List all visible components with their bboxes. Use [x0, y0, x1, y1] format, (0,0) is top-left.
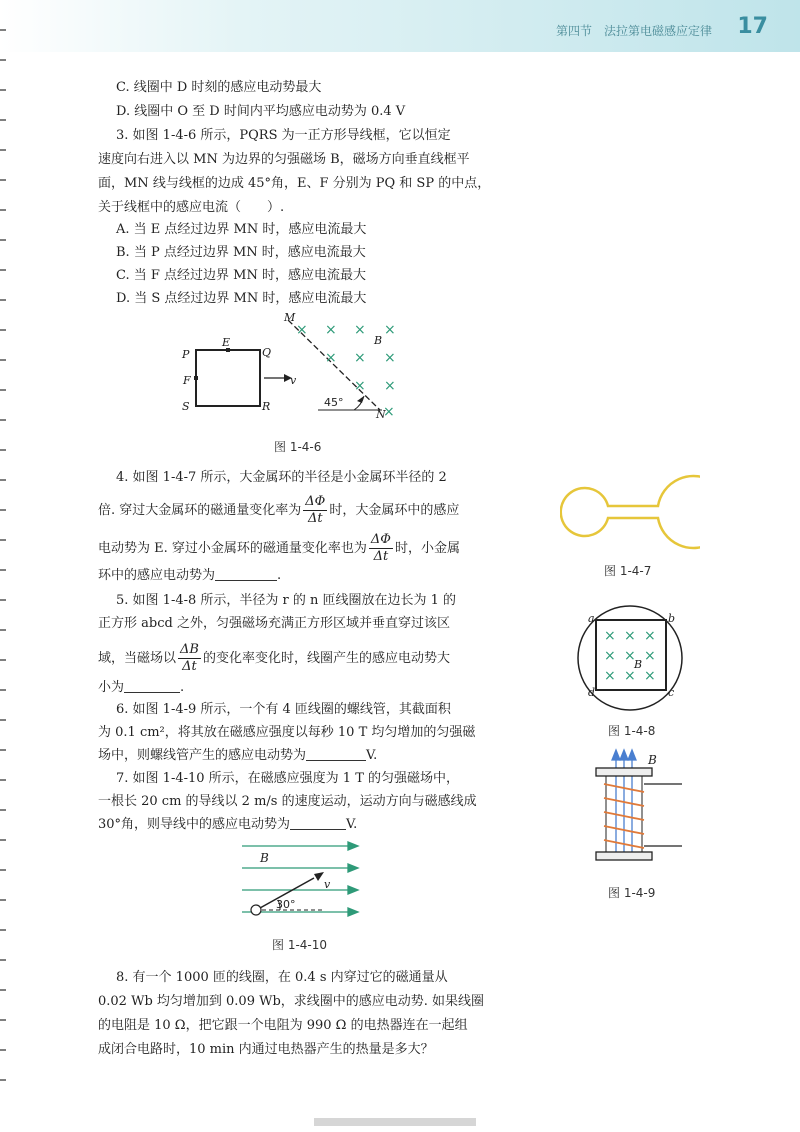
q4-line-2 — [98, 494, 459, 527]
answer-blank[interactable] — [306, 748, 366, 761]
label-d: d — [588, 686, 596, 699]
q3-option-c: C. 当 F 点经过边界 MN 时，感应电流最大 — [116, 268, 366, 283]
caption-1-4-7: 图 1-4-7 — [604, 564, 652, 578]
q4-text-d: 时，小金属 — [394, 541, 460, 556]
field-cross: × — [644, 628, 656, 644]
q8-line-4: 成闭合电路时，10 min 内通过电热器产生的热量是多大？ — [98, 1042, 434, 1057]
option-d-prev: D. 线圈中 O 至 D 时间内平均感应电动势为 0.4 V — [116, 104, 406, 119]
label-b: B — [648, 753, 657, 767]
label-p: P — [182, 348, 190, 361]
label-m: M — [284, 312, 296, 324]
field-cross: × — [624, 648, 636, 664]
square-frame — [196, 350, 260, 406]
q4-line-3 — [98, 532, 460, 565]
q4-end: . — [277, 568, 282, 583]
label-b: B — [374, 334, 383, 347]
field-cross: × — [624, 668, 636, 684]
frac-den: Δt — [182, 659, 197, 674]
q3-line-1: 3. 如图 1-4-6 所示，PQRS 为一正方形导线框，它以恒定 — [116, 128, 451, 143]
frac-num: ΔB — [180, 642, 199, 657]
label-45-deg: 45° — [324, 396, 344, 409]
label-s: S — [182, 400, 190, 413]
field-cross: × — [384, 350, 396, 366]
caption-1-4-10: 图 1-4-10 — [272, 938, 328, 952]
q4-text-b: 时，大金属环中的感应 — [329, 503, 460, 518]
field-cross: × — [296, 322, 308, 338]
field-cross: × — [384, 378, 396, 394]
q8-line-3: 的电阻是 10 Ω，把它跟一个电阻为 990 Ω 的电热器连在一起组 — [98, 1018, 468, 1033]
field-crosses — [604, 628, 656, 684]
field-arrowhead — [348, 886, 358, 894]
label-r: R — [262, 400, 271, 413]
label-v: v — [290, 374, 297, 387]
q5-line-4 — [98, 678, 184, 698]
metal-rings — [561, 476, 700, 548]
q6-text-a: 场中，则螺线管产生的感应电动势为 — [98, 748, 307, 763]
frac-num: ΔΦ — [370, 532, 391, 547]
q8-line-2: 0.02 Wb 均匀增加到 0.09 Wb，求线圈中的感应电动势. 如果线圈 — [98, 994, 485, 1009]
field-cross: × — [325, 322, 337, 338]
caption-1-4-6: 图 1-4-6 — [274, 440, 322, 454]
coil-leads — [644, 784, 682, 846]
field-cross: × — [384, 322, 396, 338]
q6-line-3 — [98, 746, 377, 766]
label-b: b — [668, 612, 676, 625]
field-arrowhead — [348, 842, 358, 850]
q7-line-1: 7. 如图 1-4-10 所示，在磁感应强度为 1 T 的匀强磁场中， — [116, 771, 460, 786]
wire-end — [251, 905, 261, 915]
q7-text-a: 30°角，则导线中的感应电动势为 — [98, 817, 291, 832]
q3-line-4: 关于线框中的感应电流（ ）. — [98, 200, 285, 215]
caption-1-4-8: 图 1-4-8 — [608, 724, 656, 738]
answer-blank[interactable] — [124, 680, 180, 693]
field-cross: × — [604, 648, 616, 664]
label-b: B — [260, 851, 269, 865]
fraction-dphi-dt-2 — [369, 532, 393, 565]
q5-text-b: 的变化率变化时，线圈产生的感应电动势大 — [202, 651, 450, 666]
q4-line-1: 4. 如图 1-4-7 所示，大金属环的半径是小金属环半径的 2 — [116, 470, 447, 485]
label-v: v — [324, 878, 331, 891]
answer-blank[interactable] — [215, 568, 277, 581]
field-arrowhead — [348, 864, 358, 872]
label-f: F — [183, 374, 191, 387]
page-number: 17 — [737, 14, 768, 39]
velocity-arrowhead — [314, 872, 324, 881]
fraction-db-dt — [178, 642, 201, 675]
label-field-b: B — [634, 658, 643, 671]
q3-line-2: 速度向右进入以 MN 为边界的匀强磁场 B，磁场方向垂直线框平 — [98, 152, 470, 167]
fraction-dphi-dt — [303, 494, 327, 527]
field-arrowhead — [348, 908, 358, 916]
label-n: N — [376, 408, 386, 421]
footer-bar — [314, 1118, 476, 1126]
label-e: E — [222, 336, 231, 349]
q6-end: V. — [366, 748, 378, 763]
option-c-prev: C. 线圈中 D 时刻的感应电动势最大 — [116, 80, 322, 95]
figure-1-4-7 — [560, 472, 700, 552]
label-q: Q — [262, 346, 272, 359]
q5-text-c: 小为 — [98, 680, 125, 695]
q7-line-2: 一根长 20 cm 的导线以 2 m/s 的速度运动，运动方向与磁感线成 — [98, 794, 477, 809]
q3-option-d: D. 当 S 点经过边界 MN 时，感应电流最大 — [116, 291, 367, 306]
frac-num: ΔΦ — [305, 494, 326, 509]
label-c: c — [668, 686, 675, 699]
binding-edge — [0, 0, 14, 1132]
q5-line-3 — [98, 642, 450, 675]
q7-line-3 — [98, 815, 357, 835]
q3-option-b: B. 当 P 点经过边界 MN 时，感应电流最大 — [116, 245, 366, 260]
field-cross: × — [604, 668, 616, 684]
answer-blank[interactable] — [290, 817, 346, 830]
figure-1-4-6 — [176, 312, 436, 422]
q3-line-3: 面，MN 线与线框的边成 45°角，E、F 分别为 PQ 和 SP 的中点， — [98, 176, 491, 191]
field-cross: × — [604, 628, 616, 644]
q4-text-e: 环中的感应电动势为 — [98, 568, 216, 583]
bottom-plate — [596, 852, 652, 860]
label-30-deg: 30° — [276, 898, 296, 911]
field-cross: × — [325, 350, 337, 366]
figure-1-4-9 — [582, 748, 692, 878]
frac-den: Δt — [307, 511, 323, 526]
angle-arrow — [357, 396, 364, 403]
q7-end: V. — [346, 817, 358, 832]
q3-option-a: A. 当 E 点经过边界 MN 时，感应电流最大 — [116, 222, 367, 237]
figure-1-4-10 — [240, 838, 360, 928]
field-cross: × — [644, 668, 656, 684]
frac-den: Δt — [373, 549, 389, 564]
q4-text-a: 倍. 穿过大金属环的磁通量变化率为 — [98, 503, 302, 518]
top-plate — [596, 768, 652, 776]
q4-line-4 — [98, 566, 281, 586]
q5-line-2: 正方形 abcd 之外，匀强磁场充满正方形区域并垂直穿过该区 — [98, 616, 450, 631]
section-title: 第四节 法拉第电磁感应定律 — [555, 24, 712, 38]
q5-end: . — [180, 680, 185, 695]
caption-1-4-9: 图 1-4-9 — [608, 886, 656, 900]
q5-text-a: 域，当磁场以 — [98, 651, 177, 666]
field-cross: × — [354, 350, 366, 366]
field-cross: × — [354, 322, 366, 338]
q4-text-c: 电动势为 E. 穿过小金属环的磁通量变化率也为 — [98, 541, 367, 556]
field-cross: × — [383, 404, 395, 420]
field-cross: × — [624, 628, 636, 644]
point-f-marker — [194, 376, 198, 380]
q8-line-1: 8. 有一个 1000 匝的线圈，在 0.4 s 内穿过它的磁通量从 — [116, 970, 448, 985]
q6-line-1: 6. 如图 1-4-9 所示，一个有 4 匝线圈的螺线管，其截面积 — [116, 702, 451, 717]
field-cross: × — [644, 648, 656, 664]
figure-1-4-8 — [576, 604, 686, 714]
q5-line-1: 5. 如图 1-4-8 所示，半径为 r 的 n 匝线圈放在边长为 1 的 — [116, 593, 457, 608]
field-cross: × — [354, 378, 366, 394]
q6-line-2: 为 0.1 cm²，将其放在磁感应强度以每秒 10 T 均匀增加的匀强磁 — [98, 725, 476, 740]
label-a: a — [588, 612, 595, 625]
